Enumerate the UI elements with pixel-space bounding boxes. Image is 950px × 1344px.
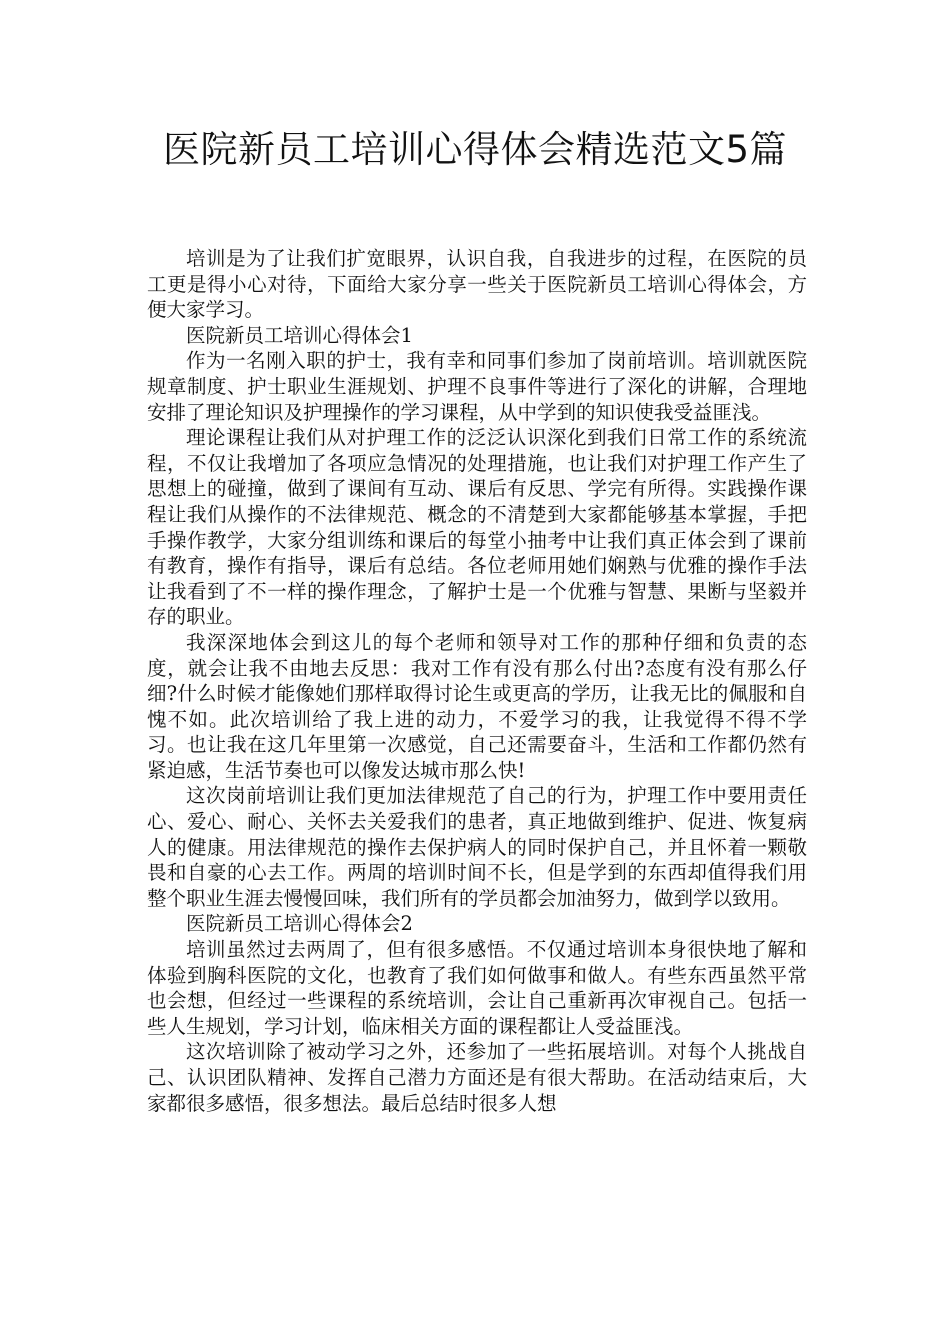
body-paragraph: 作为一名刚入职的护士，我有幸和同事们参加了岗前培训。培训就医院规章制度、护士职业生涯规划、护理不良事件等进行了深化的讲解，合理地安排了理论知识及护理操作的学习课程，从中学到的知识使我受益匪浅。 [147, 349, 807, 424]
document-body [147, 246, 807, 1116]
body-paragraph: 培训虽然过去两周了，但有很多感悟。不仅通过培训本身很快地了解和体验到胸科医院的文化，也教育了我们如何做事和做人。有些东西虽然平常也会想，但经过一些课程的系统培训，会让自己重新再次审视自己。包括一些人生规划，学习计划，临床相关方面的课程都让人受益匪浅。 [147, 938, 807, 1038]
body-paragraph: 我深深地体会到这儿的每个老师和领导对工作的那种仔细和负责的态度，就会让我不由地去反思：我对工作有没有那么付出?态度有没有那么仔细?什么时候才能像她们那样取得讨论生或更高的学历，让我无比的佩服和自愧不如。此次培训给了我上进的动力，不爱学习的我，让我觉得不得不学习。也让我在这几年里第一次感觉，自己还需要奋斗，生活和工作都仍然有紧迫感，生活节奏也可以像发达城市那么快! [147, 630, 807, 782]
document-title: 医院新员工培训心得体会精选范文5篇 [162, 128, 788, 171]
section-heading-2: 医院新员工培训心得体会2 [186, 912, 413, 936]
body-paragraph: 这次岗前培训让我们更加法律规范了自己的行为，护理工作中要用责任心、爱心、耐心、关怀去关爱我们的患者，真正地做到维护、促进、恢复病人的健康。用法律规范的操作去保护病人的同时保护自己，并且怀着一颗敬畏和自豪的心去工作。两周的培训时间不长，但是学到的东西却值得我们用整个职业生涯去慢慢回味，我们所有的学员都会加油努力，做到学以致用。 [147, 784, 807, 910]
body-paragraph: 理论课程让我们从对护理工作的泛泛认识深化到我们日常工作的系统流程，不仅让我增加了各项应急情况的处理措施，也让我们对护理工作产生了思想上的碰撞，做到了课间有互动、课后有反思、学完有所得。实践操作课程让我们从操作的不法律规范、概念的不清楚到大家都能够基本掌握，手把手操作教学，大家分组训练和课后的每堂小抽考中让我们真正体会到了课前有教育，操作有指导，课后有总结。各位老师用她们娴熟与优雅的操作手法让我看到了不一样的操作理念，了解护士是一个优雅与智慧、果断与坚毅并存的职业。 [147, 426, 807, 629]
section-heading-1: 医院新员工培训心得体会1 [186, 323, 413, 347]
intro-paragraph: 培训是为了让我们扩宽眼界，认识自我，自我进步的过程，在医院的员工更是得小心对待，下面给大家分享一些关于医院新员工培训心得体会，方便大家学习。 [147, 247, 807, 322]
body-paragraph: 这次培训除了被动学习之外，还参加了一些拓展培训。对每个人挑战自己、认识团队精神、发挥自己潜力方面还是有很大帮助。在活动结束后，大家都很多感悟，很多想法。最后总结时很多人想 [147, 1040, 807, 1115]
